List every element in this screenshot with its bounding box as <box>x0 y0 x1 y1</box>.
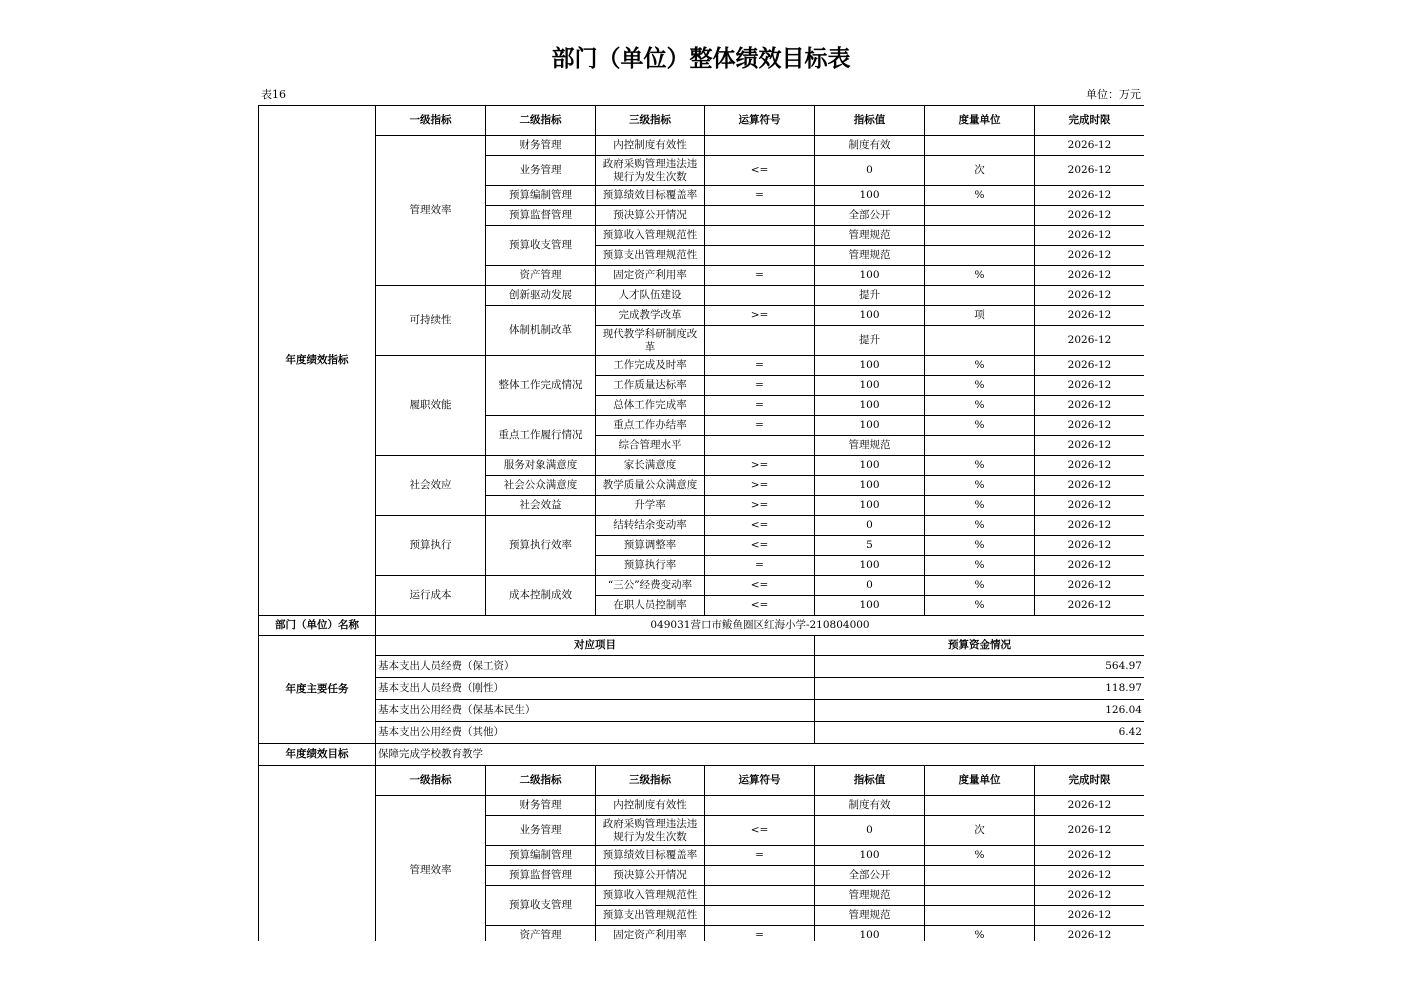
unit-label: 单位：万元 <box>1086 88 1141 101</box>
deadline-cell: 2026-12 <box>1035 376 1145 396</box>
level1-indicator: 社会效应 <box>376 456 486 516</box>
value-cell: 全部公开 <box>815 206 925 226</box>
header-cell: 运算符号 <box>705 766 815 796</box>
level2-indicator: 社会公众满意度 <box>486 476 596 496</box>
level1-indicator: 管理效率 <box>376 136 486 286</box>
header-cell: 二级指标 <box>486 106 596 136</box>
value-cell: 100 <box>815 356 925 376</box>
level3-indicator: 预算收入管理规范性 <box>596 886 705 906</box>
operator-cell: = <box>705 186 815 206</box>
value-cell: 管理规范 <box>815 246 925 266</box>
level3-indicator: 预算支出管理规范性 <box>596 906 705 926</box>
header-cell: 一级指标 <box>376 106 486 136</box>
deadline-cell: 2026-12 <box>1035 556 1145 576</box>
level2-indicator: 资产管理 <box>486 266 596 286</box>
goal-value: 保障完成学校教育教学 <box>376 744 1145 766</box>
value-cell: 100 <box>815 556 925 576</box>
level3-indicator: 工作质量达标率 <box>596 376 705 396</box>
level2-indicator: 财务管理 <box>486 136 596 156</box>
value-cell: 100 <box>815 596 925 616</box>
operator-cell: = <box>705 266 815 286</box>
goal-label: 年度绩效目标 <box>259 744 376 766</box>
level3-indicator: 在职人员控制率 <box>596 596 705 616</box>
level3-indicator: 预算收入管理规范性 <box>596 226 705 246</box>
value-cell: 0 <box>815 576 925 596</box>
unit-cell: 次 <box>925 156 1035 186</box>
operator-cell: <= <box>705 596 815 616</box>
unit-cell: % <box>925 926 1035 942</box>
deadline-cell: 2026-12 <box>1035 266 1145 286</box>
task-header-item: 对应项目 <box>376 636 815 656</box>
level3-indicator: 工作完成及时率 <box>596 356 705 376</box>
header-cell: 三级指标 <box>596 106 705 136</box>
level3-indicator: 政府采购管理违法违规行为发生次数 <box>596 156 705 186</box>
deadline-cell: 2026-12 <box>1035 416 1145 436</box>
header-cell: 一级指标 <box>376 766 486 796</box>
dept-name-value: 049031营口市鲅鱼圈区红海小学-210804000 <box>376 616 1145 636</box>
unit-cell: 项 <box>925 306 1035 326</box>
operator-cell: = <box>705 356 815 376</box>
level2-indicator: 体制机制改革 <box>486 306 596 356</box>
value-cell: 100 <box>815 846 925 866</box>
unit-cell: % <box>925 416 1035 436</box>
value-cell: 100 <box>815 416 925 436</box>
value-cell: 0 <box>815 156 925 186</box>
level3-indicator: 预算执行率 <box>596 556 705 576</box>
level3-indicator: 升学率 <box>596 496 705 516</box>
indicator-row <box>259 576 1145 596</box>
task-header-amount: 预算资金情况 <box>815 636 1145 656</box>
unit-cell <box>925 326 1035 356</box>
level3-indicator: 总体工作完成率 <box>596 396 705 416</box>
operator-cell <box>705 246 815 266</box>
value-cell: 管理规范 <box>815 436 925 456</box>
header-cell: 指标值 <box>815 106 925 136</box>
level2-indicator: 整体工作完成情况 <box>486 356 596 416</box>
header-cell: 度量单位 <box>925 106 1035 136</box>
performance-table <box>258 105 1144 941</box>
operator-cell <box>705 286 815 306</box>
unit-cell <box>925 286 1035 306</box>
header-cell: 完成时限 <box>1035 766 1145 796</box>
value-cell: 管理规范 <box>815 226 925 246</box>
level3-indicator: 综合管理水平 <box>596 436 705 456</box>
unit-cell: % <box>925 376 1035 396</box>
level3-indicator: 预算调整率 <box>596 536 705 556</box>
operator-cell: = <box>705 926 815 942</box>
level2-indicator: 社会效益 <box>486 496 596 516</box>
unit-cell: % <box>925 476 1035 496</box>
level3-indicator: 结转结余变动率 <box>596 516 705 536</box>
task-amount: 564.97 <box>815 656 1145 678</box>
unit-cell: % <box>925 186 1035 206</box>
deadline-cell: 2026-12 <box>1035 576 1145 596</box>
indicator-row <box>259 456 1145 476</box>
level1-indicator: 可持续性 <box>376 286 486 356</box>
level2-indicator: 预算收支管理 <box>486 886 596 926</box>
operator-cell: <= <box>705 576 815 596</box>
operator-cell: = <box>705 556 815 576</box>
deadline-cell: 2026-12 <box>1035 136 1145 156</box>
deadline-cell: 2026-12 <box>1035 436 1145 456</box>
value-cell: 0 <box>815 816 925 846</box>
task-row <box>259 700 1145 722</box>
operator-cell: <= <box>705 516 815 536</box>
operator-cell <box>705 206 815 226</box>
deadline-cell: 2026-12 <box>1035 456 1145 476</box>
dept-name-row <box>259 616 1145 636</box>
operator-cell: >= <box>705 496 815 516</box>
unit-cell: % <box>925 496 1035 516</box>
deadline-cell: 2026-12 <box>1035 536 1145 556</box>
level2-indicator: 预算执行效率 <box>486 516 596 576</box>
operator-cell: >= <box>705 476 815 496</box>
value-cell: 100 <box>815 306 925 326</box>
unit-cell: % <box>925 396 1035 416</box>
deadline-cell: 2026-12 <box>1035 326 1145 356</box>
header-cell: 完成时限 <box>1035 106 1145 136</box>
indicator-row <box>259 796 1145 816</box>
value-cell: 100 <box>815 456 925 476</box>
operator-cell <box>705 886 815 906</box>
level2-indicator: 业务管理 <box>486 156 596 186</box>
task-label: 年度主要任务 <box>259 636 376 744</box>
unit-cell: % <box>925 846 1035 866</box>
unit-cell <box>925 436 1035 456</box>
deadline-cell: 2026-12 <box>1035 396 1145 416</box>
unit-cell <box>925 866 1035 886</box>
deadline-cell: 2026-12 <box>1035 226 1145 246</box>
operator-cell <box>705 906 815 926</box>
level2-indicator: 预算监督管理 <box>486 866 596 886</box>
level2-indicator: 成本控制成效 <box>486 576 596 616</box>
goal-row <box>259 744 1145 766</box>
level2-indicator: 预算监督管理 <box>486 206 596 226</box>
indicator-row <box>259 286 1145 306</box>
level2-indicator: 资产管理 <box>486 926 596 942</box>
task-row <box>259 722 1145 744</box>
level3-indicator: 预算绩效目标覆盖率 <box>596 186 705 206</box>
deadline-cell: 2026-12 <box>1035 476 1145 496</box>
operator-cell: = <box>705 846 815 866</box>
operator-cell: <= <box>705 816 815 846</box>
indicator-row <box>259 136 1145 156</box>
operator-cell: <= <box>705 536 815 556</box>
indicator-header-row <box>259 766 1145 796</box>
deadline-cell: 2026-12 <box>1035 796 1145 816</box>
level3-indicator: 人才队伍建设 <box>596 286 705 306</box>
deadline-cell: 2026-12 <box>1035 286 1145 306</box>
deadline-cell: 2026-12 <box>1035 246 1145 266</box>
indicator-header-row <box>259 106 1145 136</box>
unit-cell <box>925 226 1035 246</box>
level2-indicator: 预算编制管理 <box>486 846 596 866</box>
level3-indicator: 教学质量公众满意度 <box>596 476 705 496</box>
deadline-cell: 2026-12 <box>1035 596 1145 616</box>
header-cell: 三级指标 <box>596 766 705 796</box>
task-header-row <box>259 636 1145 656</box>
level2-indicator: 财务管理 <box>486 796 596 816</box>
deadline-cell: 2026-12 <box>1035 906 1145 926</box>
unit-cell <box>925 886 1035 906</box>
task-item: 基本支出人员经费（保工资） <box>376 656 815 678</box>
level1-indicator: 管理效率 <box>376 796 486 942</box>
header-cell: 运算符号 <box>705 106 815 136</box>
task-amount: 6.42 <box>815 722 1145 744</box>
table-viewport <box>258 105 1144 941</box>
value-cell: 制度有效 <box>815 796 925 816</box>
unit-cell: % <box>925 356 1035 376</box>
deadline-cell: 2026-12 <box>1035 816 1145 846</box>
unit-cell <box>925 796 1035 816</box>
unit-cell: % <box>925 266 1035 286</box>
task-item: 基本支出人员经费（刚性） <box>376 678 815 700</box>
level2-indicator: 业务管理 <box>486 816 596 846</box>
value-cell: 0 <box>815 516 925 536</box>
deadline-cell: 2026-12 <box>1035 356 1145 376</box>
task-amount: 118.97 <box>815 678 1145 700</box>
level2-indicator: 服务对象满意度 <box>486 456 596 476</box>
level3-indicator: 现代教学科研制度改革 <box>596 326 705 356</box>
unit-cell: % <box>925 516 1035 536</box>
page-title: 部门（单位）整体绩效目标表 <box>551 46 851 72</box>
unit-cell <box>925 206 1035 226</box>
task-row <box>259 678 1145 700</box>
indicator-row <box>259 516 1145 536</box>
level1-indicator: 运行成本 <box>376 576 486 616</box>
section-label-performance: 年度绩效指标 <box>259 106 376 616</box>
deadline-cell: 2026-12 <box>1035 306 1145 326</box>
task-item: 基本支出公用经费（其他） <box>376 722 815 744</box>
unit-cell: % <box>925 576 1035 596</box>
unit-cell <box>925 246 1035 266</box>
level3-indicator: 家长满意度 <box>596 456 705 476</box>
operator-cell <box>705 226 815 246</box>
value-cell: 全部公开 <box>815 866 925 886</box>
operator-cell <box>705 436 815 456</box>
header-cell: 度量单位 <box>925 766 1035 796</box>
level1-indicator: 履职效能 <box>376 356 486 456</box>
value-cell: 100 <box>815 186 925 206</box>
operator-cell: = <box>705 416 815 436</box>
operator-cell: <= <box>705 156 815 186</box>
operator-cell <box>705 866 815 886</box>
level3-indicator: “三公”经费变动率 <box>596 576 705 596</box>
unit-cell: % <box>925 456 1035 476</box>
value-cell: 5 <box>815 536 925 556</box>
level2-indicator: 预算编制管理 <box>486 186 596 206</box>
operator-cell: >= <box>705 306 815 326</box>
task-item: 基本支出公用经费（保基本民生） <box>376 700 815 722</box>
deadline-cell: 2026-12 <box>1035 846 1145 866</box>
section-label-performance-continued <box>259 766 376 942</box>
task-amount: 126.04 <box>815 700 1145 722</box>
value-cell: 提升 <box>815 286 925 306</box>
value-cell: 100 <box>815 476 925 496</box>
deadline-cell: 2026-12 <box>1035 206 1145 226</box>
operator-cell: = <box>705 396 815 416</box>
deadline-cell: 2026-12 <box>1035 866 1145 886</box>
value-cell: 100 <box>815 496 925 516</box>
level1-indicator: 预算执行 <box>376 516 486 576</box>
task-row <box>259 656 1145 678</box>
table-number: 表16 <box>261 88 286 101</box>
value-cell: 100 <box>815 926 925 942</box>
indicator-row <box>259 356 1145 376</box>
level3-indicator: 预算支出管理规范性 <box>596 246 705 266</box>
level2-indicator: 创新驱动发展 <box>486 286 596 306</box>
operator-cell <box>705 326 815 356</box>
level2-indicator: 重点工作履行情况 <box>486 416 596 456</box>
header-cell: 指标值 <box>815 766 925 796</box>
level3-indicator: 预算绩效目标覆盖率 <box>596 846 705 866</box>
level3-indicator: 预决算公开情况 <box>596 206 705 226</box>
level3-indicator: 完成教学改革 <box>596 306 705 326</box>
unit-cell <box>925 136 1035 156</box>
unit-cell: % <box>925 536 1035 556</box>
value-cell: 管理规范 <box>815 906 925 926</box>
level3-indicator: 重点工作办结率 <box>596 416 705 436</box>
deadline-cell: 2026-12 <box>1035 186 1145 206</box>
table-body <box>259 106 1145 942</box>
deadline-cell: 2026-12 <box>1035 156 1145 186</box>
header-cell: 二级指标 <box>486 766 596 796</box>
operator-cell: >= <box>705 456 815 476</box>
deadline-cell: 2026-12 <box>1035 516 1145 536</box>
operator-cell <box>705 796 815 816</box>
value-cell: 100 <box>815 396 925 416</box>
level3-indicator: 内控制度有效性 <box>596 796 705 816</box>
value-cell: 100 <box>815 376 925 396</box>
deadline-cell: 2026-12 <box>1035 926 1145 942</box>
level2-indicator: 预算收支管理 <box>486 226 596 266</box>
unit-cell <box>925 906 1035 926</box>
dept-name-label: 部门（单位）名称 <box>259 616 376 636</box>
value-cell: 管理规范 <box>815 886 925 906</box>
level3-indicator: 预决算公开情况 <box>596 866 705 886</box>
level3-indicator: 政府采购管理违法违规行为发生次数 <box>596 816 705 846</box>
unit-cell: % <box>925 556 1035 576</box>
operator-cell: = <box>705 376 815 396</box>
level3-indicator: 固定资产利用率 <box>596 266 705 286</box>
value-cell: 制度有效 <box>815 136 925 156</box>
value-cell: 100 <box>815 266 925 286</box>
deadline-cell: 2026-12 <box>1035 886 1145 906</box>
deadline-cell: 2026-12 <box>1035 496 1145 516</box>
level3-indicator: 内控制度有效性 <box>596 136 705 156</box>
level3-indicator: 固定资产利用率 <box>596 926 705 942</box>
unit-cell: % <box>925 596 1035 616</box>
unit-cell: 次 <box>925 816 1035 846</box>
operator-cell <box>705 136 815 156</box>
value-cell: 提升 <box>815 326 925 356</box>
